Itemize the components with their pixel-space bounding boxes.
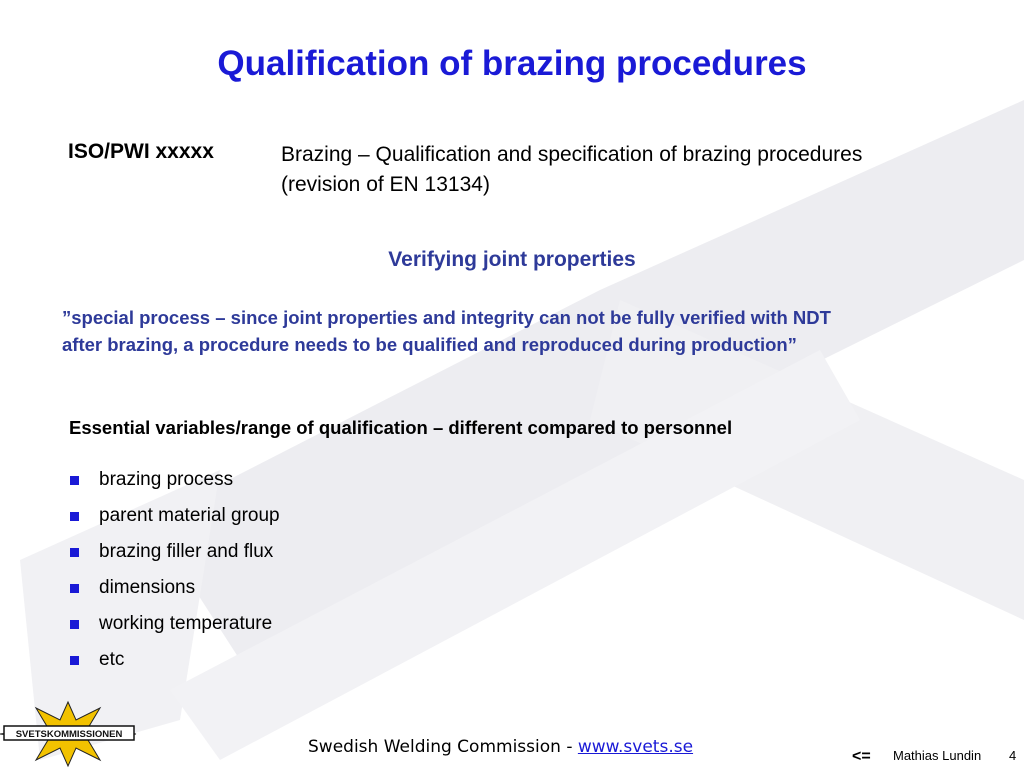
standard-description-line2: (revision of EN 13134) [281,173,490,196]
bullet-text: etc [99,649,125,670]
list-item [70,462,280,498]
list-item [70,534,280,570]
bullet-text: parent material group [99,505,280,526]
bullet-list [70,462,280,678]
bullet-square-icon [70,584,79,593]
quote-line1: ”special process – since joint properties and integrity can not be fully verified with NDT [62,307,831,328]
bullet-square-icon [70,476,79,485]
list-item [70,606,280,642]
essential-variables-heading: Essential variables/range of qualification – different compared to personnel [69,417,733,438]
footer-website-link[interactable]: www.svets.se [577,737,694,757]
bullet-square-icon [70,656,79,665]
list-item [70,642,280,678]
bullet-text: working temperature [99,613,273,634]
list-item [70,498,280,534]
back-nav-button[interactable]: <= [852,748,871,765]
bullet-text: brazing process [99,469,234,490]
subheading: Verifying joint properties [388,248,636,271]
footer-author: Mathias Lundin [893,748,982,763]
bullet-square-icon [70,548,79,557]
footer-organization: Swedish Welding Commission [308,737,561,757]
svetskommissionen-logo [0,700,140,768]
slide-title: Qualification of brazing procedures [217,44,807,83]
standard-code: ISO/PWI xxxxx [68,140,214,163]
standard-description-line1: Brazing – Qualification and specification of brazing procedures [281,143,863,166]
bullet-square-icon [70,620,79,629]
quote [62,304,1017,358]
bullet-text: dimensions [99,577,196,598]
footer-credit [308,737,693,757]
bullet-square-icon [70,512,79,521]
list-item [70,570,280,606]
standard-description [281,140,1001,200]
footer-separator: - [560,737,578,757]
logo-text: SVETSKOMMISSIONEN [15,729,123,740]
page-number: 4 [1009,748,1017,763]
quote-line2: after brazing, a procedure needs to be qualified and reproduced during production” [62,334,797,355]
bullet-text: brazing filler and flux [99,541,274,562]
